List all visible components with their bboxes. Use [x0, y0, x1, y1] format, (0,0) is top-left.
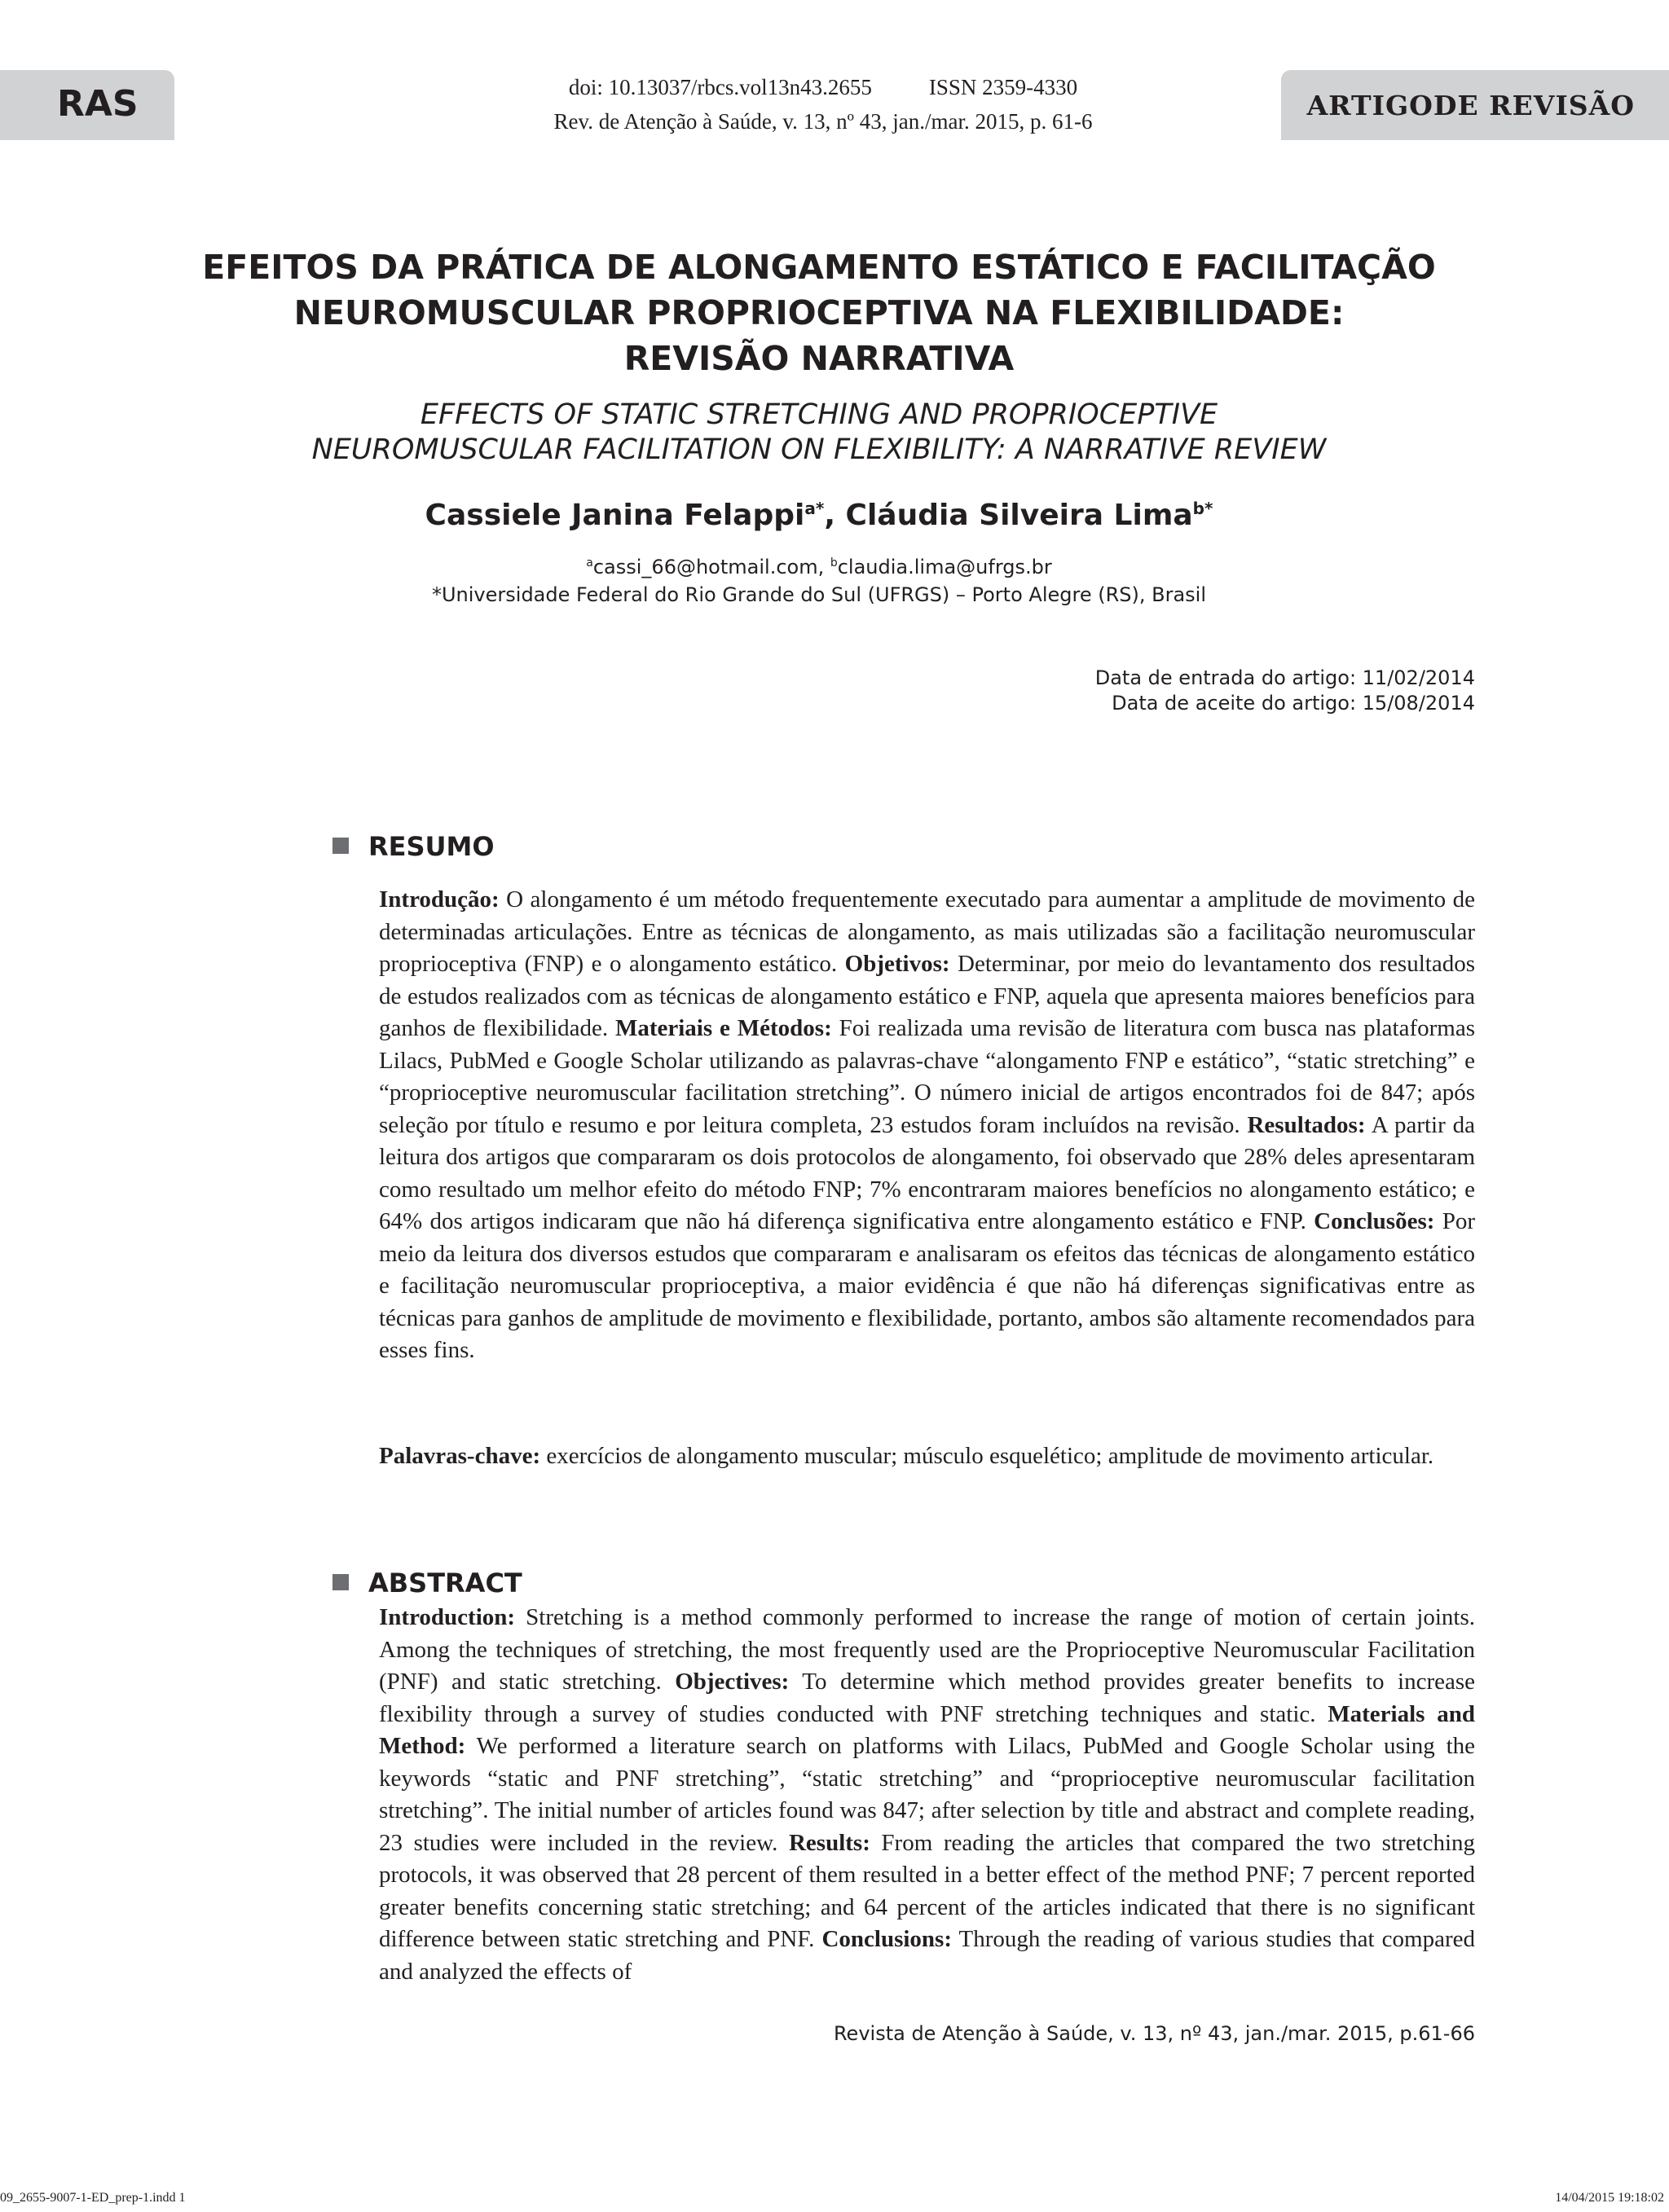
abstract-objectives-label: Objectives:	[675, 1669, 790, 1695]
abstract-intro: Stretching is a method commonly performed to increase the range of motion of certain joints. Among the techniques of stretching, the most frequently used are the Proprioceptive Neuromuscular Facilitation (PNF) and static stretching.	[379, 1604, 1475, 1695]
abstract-methods-label: Materials and Method:	[379, 1700, 1475, 1759]
doi: doi: 10.13037/rbcs.vol13n43.2655	[568, 75, 872, 99]
email-b: claudia.lima@ufrgs.br	[837, 556, 1052, 578]
header-meta	[456, 70, 1190, 139]
article-type-tab	[1281, 70, 1669, 140]
author-separator: ,	[824, 499, 846, 532]
resumo-objectives: Determinar, por meio do levantamento dos resultados de estudos realizados com as técnicas de alongamento estático e FNP, aquela que apresenta maiores benefícios para ganhos de flexibilidade.	[379, 951, 1475, 1041]
keywords-text: exercícios de alongamento muscular; músculo esquelético; amplitude de movimento articular.	[540, 1443, 1434, 1469]
resumo-results: A partir da leitura dos artigos que compararam os dois protocolos de alongamento, foi observado que 28% deles apresentaram como resultado um melhor efeito do método FNP; 7% encontraram maiores benefícios no alongamento estático; e 64% dos artigos indicaram que não há diferença significativa entre alongamento estático e FNP.	[379, 1111, 1476, 1234]
resumo-objectives-label: Objetivos:	[844, 951, 950, 977]
date-accepted: Data de aceite do artigo: 15/08/2014	[1112, 692, 1475, 715]
print-slug-file: 09_2655-9007-1-ED_prep-1.indd 1	[0, 2191, 186, 2205]
abstract-methods: We performed a literature search on platforms with Lilacs, PubMed and Google Scholar using the keywords “static and PNF stretching”, “static stretching” and “proprioceptive neuromuscular facilitation stretching”. The initial number of articles found was 847; after selection by title and abstract and complete reading, 23 studies were included in the review.	[379, 1733, 1475, 1856]
title-pt-line: REVISÃO NARRATIVA	[623, 339, 1015, 378]
resumo-methods: Foi realizada uma revisão de literatura com busca nas plataformas Lilacs, PubMed e Google Scholar utilizando as palavras-chave “alongamento FNP e estático”, “static stretching” e “proprioceptive neuromuscular facilitation stretching”. O número inicial de artigos encontrados foi de 847; após seleção por título e resumo e por leitura completa, 23 estudos foram incluídos na revisão.	[379, 1015, 1475, 1138]
affiliations	[147, 549, 1491, 609]
article-dates	[1095, 666, 1475, 716]
date-received: Data de entrada do artigo: 11/02/2014	[1094, 666, 1475, 689]
footer-citation: Revista de Atenção à Saúde, v. 13, nº 43, jan./mar. 2015, p.61-66	[833, 2022, 1475, 2045]
institution: *Universidade Federal do Rio Grande do Sul (UFRGS) – Porto Alegre (RS), Brasil	[431, 583, 1206, 606]
author-1-marker: a*	[804, 499, 825, 518]
abstract-conclusions-label: Conclusions:	[821, 1926, 952, 1952]
abstract-heading-text: ABSTRACT	[368, 1568, 522, 1599]
section-bullet	[332, 1574, 349, 1590]
doi-row	[456, 70, 1190, 104]
author-2-marker: b*	[1192, 499, 1213, 518]
abstract-heading	[332, 1568, 522, 1599]
journal-abbreviation: RAS	[57, 83, 139, 125]
header-citation: Rev. de Atenção à Saúde, v. 13, nº 43, jan./mar. 2015, p. 61-6	[553, 109, 1093, 134]
title-pt	[147, 244, 1491, 381]
author-2: Cláudia Silveira Lima	[845, 499, 1193, 532]
email-a: cassi_66@hotmail.com,	[592, 556, 830, 578]
resumo-conclusions: Por meio da leitura dos diversos estudos que compararam e analisaram os efeitos das técnicas de alongamento estático e facilitação neuromuscular proprioceptiva, a maior evidência é que não há diferenças significativas entre as técnicas para ganhos de amplitude de movimento e flexibilidade, portanto, ambos são altamente recomendados para esses fins.	[379, 1208, 1475, 1363]
title-en	[147, 398, 1491, 468]
resumo-heading-text: RESUMO	[368, 831, 495, 862]
abstract-intro-label: Introduction:	[379, 1604, 516, 1630]
email-b-marker: b	[830, 556, 838, 569]
author-1: Cassiele Janina Felappi	[425, 499, 805, 532]
section-bullet	[332, 838, 349, 854]
journal-tab	[0, 70, 174, 140]
title-en-line: EFFECTS OF STATIC STRETCHING AND PROPRIOCEPTIVE	[420, 398, 1218, 431]
resumo-conclusions-label: Conclusões:	[1314, 1208, 1435, 1234]
resumo-intro-label: Introdução:	[379, 886, 500, 913]
abstract-objectives: To determine which method provides greater benefits to increase flexibility through a survey of studies conducted with PNF stretching techniques and static.	[379, 1669, 1475, 1727]
resumo-heading	[332, 831, 495, 862]
emails	[147, 549, 1491, 581]
resumo-results-label: Resultados:	[1247, 1111, 1366, 1138]
title-pt-line: EFEITOS DA PRÁTICA DE ALONGAMENTO ESTÁTICO E FACILITAÇÃO	[202, 248, 1436, 287]
resumo-body	[379, 884, 1475, 1367]
abstract-results-label: Results:	[788, 1829, 870, 1856]
resumo-intro: O alongamento é um método frequentemente executado para aumentar a amplitude de movimento de determinadas articulações. Entre as técnicas de alongamento, as mais utilizadas são a facilitação neuromuscular proprioceptiva (FNP) e o alongamento estático.	[379, 886, 1475, 977]
keywords-label: Palavras-chave:	[379, 1443, 541, 1469]
keywords	[379, 1440, 1475, 1473]
print-slug-date: 14/04/2015 19:18:02	[1555, 2191, 1664, 2205]
article-type: ARTIGODE REVISÃO	[1306, 90, 1635, 121]
resumo-methods-label: Materiais e Métodos:	[614, 1015, 832, 1041]
abstract-body	[379, 1602, 1475, 1988]
abstract-results: From reading the articles that compared the two stretching protocols, it was observed that 28 percent of them resulted in a better effect of the method PNF; 7 percent reported greater benefits concerning static stretching; and 64 percent of the articles indicated that there is no significant difference between static stretching and PNF.	[379, 1829, 1475, 1952]
authors	[147, 499, 1491, 532]
title-en-line: NEUROMUSCULAR FACILITATION ON FLEXIBILITY: A NARRATIVE REVIEW	[311, 433, 1327, 466]
title-pt-line: NEUROMUSCULAR PROPRIOCEPTIVA NA FLEXIBILIDADE:	[293, 293, 1345, 332]
abstract-conclusions: Through the reading of various studies that compared and analyzed the effects of	[379, 1926, 1475, 1985]
issn: ISSN 2359-4330	[928, 75, 1078, 99]
email-a-marker: a	[586, 556, 593, 569]
